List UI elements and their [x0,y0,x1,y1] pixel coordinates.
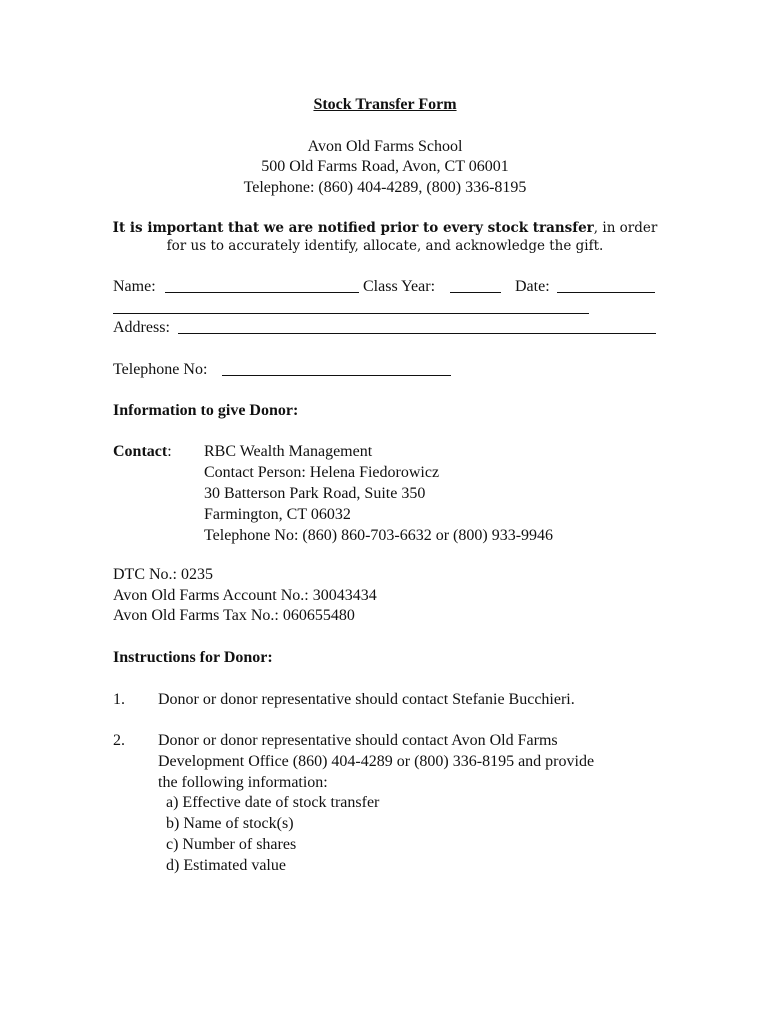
contact-street: 30 Batterson Park Road, Suite 350 [204,485,426,502]
contact-city: Farmington, CT 06032 [204,506,351,523]
contact-person: Contact Person: Helena Fiedorowicz [204,464,440,481]
date-field[interactable] [557,292,655,293]
name-label: Name: [113,278,156,295]
notice-bold-text: It is important that we are notified prior to every stock transfer [112,220,594,236]
notice-rest-text: , in order for us to accurately identify, allocate, and acknowledge the gift. [166,220,658,254]
contact-firm: RBC Wealth Management [204,443,373,460]
school-name: Avon Old Farms School [307,138,463,155]
form-title: Stock Transfer Form [313,96,457,113]
instruction-2-line-3: the following information: [158,774,328,791]
instruction-2-line-1: Donor or donor representative should contact Avon Old Farms [158,732,558,749]
address-label: Address: [113,319,170,336]
instruction-2-subitem-c: c) Number of shares [166,836,297,853]
instruction-2-line-2: Development Office (860) 404-4289 or (800) 336-8195 and provide [158,753,595,770]
notice-paragraph [110,219,660,255]
contact-label-group [113,442,172,462]
instructions-heading: Instructions for Donor: [113,649,273,666]
account-number: Avon Old Farms Account No.: 30043434 [113,587,377,604]
school-address: 500 Old Farms Road, Avon, CT 06001 [261,158,509,175]
tax-number: Avon Old Farms Tax No.: 060655480 [113,607,355,624]
dtc-number: DTC No.: 0235 [113,566,213,583]
class-year-field[interactable] [450,292,501,293]
telephone-field[interactable] [222,375,451,376]
name-field[interactable] [165,292,359,293]
instruction-2-subitem-d: d) Estimated value [166,857,286,874]
instruction-1-number: 1. [113,691,125,708]
instruction-2-subitem-b: b) Name of stock(s) [166,815,294,832]
telephone-label: Telephone No: [113,361,208,378]
name-continuation-field[interactable] [113,313,589,314]
donor-info-heading: Information to give Donor: [113,402,299,419]
class-year-label: Class Year: [363,278,436,295]
date-label: Date: [515,278,550,295]
contact-label: Contact [113,443,168,460]
school-telephone: Telephone: (860) 404-4289, (800) 336-8195 [243,179,527,196]
instruction-2-subitem-a: a) Effective date of stock transfer [166,794,380,811]
address-field[interactable] [178,333,656,334]
contact-telephone: Telephone No: (860) 860-703-6632 or (800) 933-9946 [204,527,554,544]
instruction-1-text: Donor or donor representative should contact Stefanie Bucchieri. [158,691,575,708]
instruction-2-number: 2. [113,732,125,749]
contact-colon: : [167,443,172,460]
